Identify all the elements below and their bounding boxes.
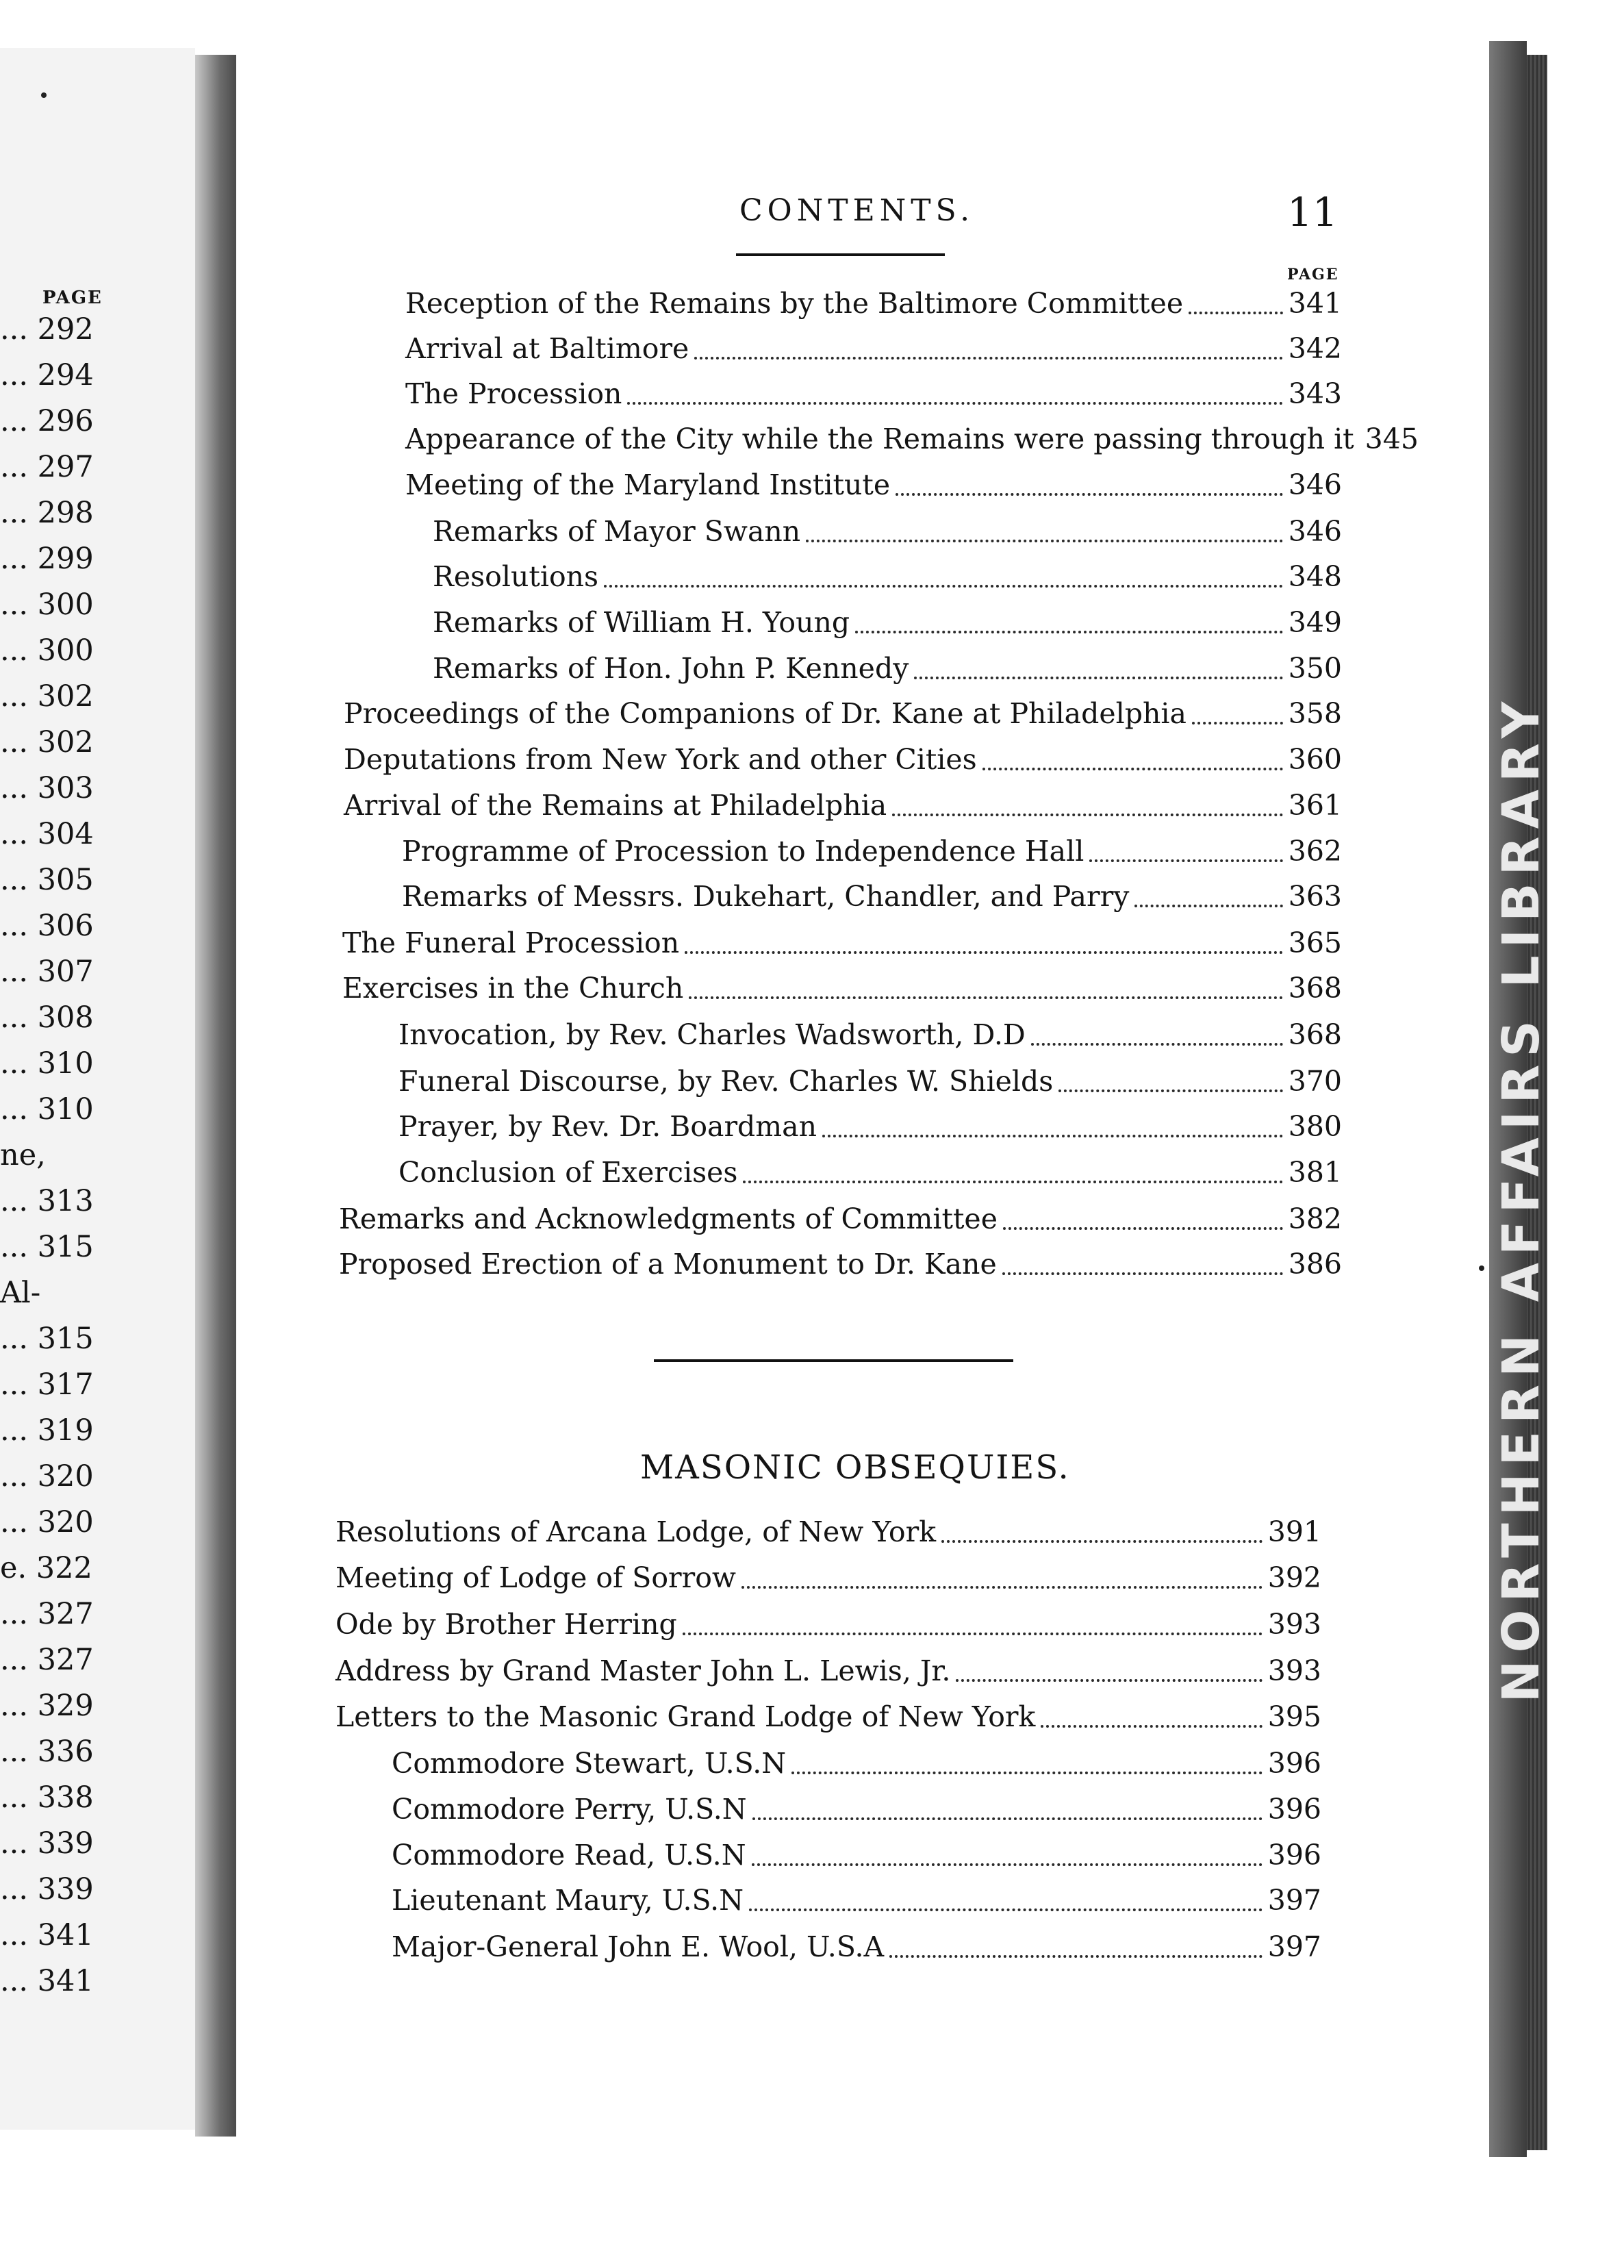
entry-title: Remarks and Acknowledgments of Committee: [339, 1202, 998, 1235]
left-page-entry: ... 306: [0, 909, 94, 943]
contents-entry: [405, 282, 1342, 325]
contents-entry: [392, 1742, 1321, 1785]
entry-page-number: 397: [1267, 1884, 1321, 1917]
entry-title: Lieutenant Maury, U.S.N: [392, 1884, 744, 1917]
entry-title: Arrival of the Remains at Philadelphia: [344, 789, 887, 822]
entry-title: Remarks of William H. Young: [433, 606, 850, 639]
entry-title: Conclusion of Exercises: [398, 1156, 738, 1189]
entry-title: Programme of Procession to Independence Hall: [402, 835, 1084, 868]
dot-leader: [752, 1863, 1263, 1866]
left-page-entries: [0, 307, 96, 2004]
left-page-entry: ... 339: [0, 1826, 94, 1861]
left-page-entry: ... 339: [0, 1872, 94, 1906]
left-page-entry: ... 319: [0, 1413, 94, 1448]
contents-entry: [405, 464, 1342, 506]
contents-entry: [339, 1243, 1342, 1285]
left-page-column-label: PAGE: [42, 288, 103, 308]
dot-leader: [604, 585, 1283, 588]
left-page-entry: ... 303: [0, 771, 94, 805]
dot-leader: [806, 540, 1283, 542]
contents-entry: [405, 373, 1342, 415]
page-column-label: PAGE: [1287, 266, 1339, 284]
entry-title: Commodore Read, U.S.N: [392, 1839, 746, 1872]
contents-entry: [398, 1105, 1342, 1148]
entry-page-number: 370: [1288, 1065, 1342, 1098]
entry-title: Meeting of Lodge of Sorrow: [335, 1561, 737, 1594]
left-page-entry: ... 315: [0, 1230, 94, 1264]
dot-leader: [1003, 1227, 1283, 1230]
left-page-entry: ... 341: [0, 1964, 94, 1998]
dot-leader: [743, 1181, 1282, 1183]
contents-entry: [342, 967, 1342, 1009]
left-page-entry: ... 341: [0, 1918, 94, 1952]
entry-title: Appearance of the City while the Remains were passing through it: [405, 423, 1354, 455]
dot-leader: [1058, 1089, 1282, 1092]
entry-title: Reception of the Remains by the Baltimore Committee: [405, 287, 1184, 320]
entry-page-number: 391: [1267, 1515, 1321, 1548]
entry-page-number: 362: [1288, 835, 1342, 868]
entry-title: Proposed Erection of a Monument to Dr. Kane: [339, 1248, 997, 1281]
section-heading: MASONIC OBSEQUIES.: [640, 1448, 1070, 1487]
left-page-entry: ... 320: [0, 1505, 94, 1539]
dot-leader: [1031, 1043, 1283, 1046]
left-page-entry: ... 307: [0, 955, 94, 989]
contents-entry: [335, 1603, 1321, 1646]
left-page-entry: ... 313: [0, 1184, 94, 1218]
left-page-entry: ... 329: [0, 1689, 94, 1723]
print-speck: [41, 92, 47, 98]
entry-page-number: 396: [1267, 1793, 1321, 1826]
entry-title: The Procession: [405, 377, 622, 410]
header-rule: [736, 253, 945, 256]
dot-leader: [956, 1679, 1262, 1682]
dot-leader: [1041, 1725, 1262, 1728]
contents-entry: [405, 327, 1342, 370]
section-divider: [654, 1359, 1013, 1362]
entry-page-number: 358: [1288, 697, 1342, 730]
dot-leader: [941, 1540, 1263, 1543]
print-speck: [1479, 1265, 1484, 1271]
left-page-entry: ... 302: [0, 725, 94, 759]
dot-leader: [683, 1633, 1263, 1635]
contents-entry: [392, 1926, 1321, 1968]
dot-leader: [822, 1135, 1283, 1137]
left-page-entry: ... 294: [0, 358, 94, 392]
dot-leader: [1192, 722, 1283, 724]
entry-title: Remarks of Mayor Swann: [433, 515, 801, 548]
dot-leader: [1189, 312, 1283, 314]
dot-leader: [791, 1772, 1263, 1774]
entry-title: Remarks of Hon. John P. Kennedy: [433, 652, 909, 685]
left-page-entry: e. 322: [0, 1551, 92, 1585]
entry-title: Resolutions of Arcana Lodge, of New York: [335, 1515, 937, 1548]
entry-page-number: 393: [1267, 1654, 1321, 1687]
entry-title: Invocation, by Rev. Charles Wadsworth, D.D: [398, 1018, 1026, 1051]
dot-leader: [685, 951, 1283, 954]
contents-entry: [335, 1511, 1321, 1553]
left-page-entry: ... 327: [0, 1597, 94, 1631]
entry-page-number: 365: [1288, 927, 1342, 959]
entry-page-number: 393: [1267, 1608, 1321, 1641]
dot-leader: [889, 1955, 1263, 1958]
dot-leader: [1002, 1272, 1283, 1275]
dot-leader: [1134, 905, 1282, 907]
contents-entry: [433, 601, 1342, 644]
left-page-entry: ... 317: [0, 1368, 94, 1402]
entry-page-number: 346: [1288, 515, 1342, 548]
dot-leader: [749, 1908, 1263, 1911]
entry-title: Prayer, by Rev. Dr. Boardman: [398, 1110, 817, 1143]
entry-page-number: 368: [1288, 972, 1342, 1005]
entry-page-number: 396: [1267, 1747, 1321, 1780]
dot-leader: [689, 996, 1282, 999]
entry-title: Address by Grand Master John L. Lewis, Jr.: [335, 1654, 951, 1687]
contents-entry: [392, 1788, 1321, 1830]
dot-leader: [982, 768, 1283, 770]
contents-entry: [392, 1879, 1321, 1922]
entry-page-number: 350: [1288, 652, 1342, 685]
entry-page-number: 349: [1288, 606, 1342, 639]
dot-leader: [741, 1586, 1263, 1589]
entry-title: Ode by Brother Herring: [335, 1608, 677, 1641]
left-page-entry: ... 310: [0, 1092, 94, 1126]
contents-entry: [335, 1696, 1321, 1738]
running-head: CONTENTS.: [739, 193, 975, 228]
entry-page-number: 396: [1267, 1839, 1321, 1872]
left-page-entry: ... 298: [0, 496, 94, 530]
entry-page-number: 361: [1288, 789, 1342, 822]
contents-entry: [335, 1557, 1321, 1599]
left-page-entry: ... 315: [0, 1322, 94, 1356]
entry-page-number: 348: [1288, 560, 1342, 593]
entry-page-number: 346: [1288, 468, 1342, 501]
contents-entry: [433, 555, 1342, 598]
entry-page-number: 380: [1288, 1110, 1342, 1143]
contents-entry: [398, 1060, 1342, 1102]
dot-leader: [627, 402, 1282, 405]
contents-entry: [398, 1151, 1342, 1194]
entry-title: Letters to the Masonic Grand Lodge of New York: [335, 1700, 1036, 1733]
entry-page-number: 360: [1288, 743, 1342, 776]
dot-leader: [752, 1817, 1263, 1820]
left-page-entry: ... 338: [0, 1780, 94, 1815]
left-page-entry: ... 300: [0, 633, 94, 668]
entry-title: Deputations from New York and other Cities: [344, 743, 977, 776]
left-page-entry: ... 299: [0, 542, 94, 576]
page-number: 11: [1287, 189, 1338, 236]
left-page-entry: ne,: [0, 1138, 46, 1172]
entry-title: The Funeral Procession: [342, 927, 680, 959]
contents-entry: [402, 875, 1342, 918]
entry-title: Exercises in the Church: [342, 972, 684, 1005]
left-page-entry: ... 300: [0, 588, 94, 622]
dot-leader: [855, 631, 1283, 633]
contents-entry: [344, 692, 1342, 735]
left-page-entry: ... 302: [0, 679, 94, 714]
entry-page-number: 342: [1288, 332, 1342, 365]
left-page-entry: ... 308: [0, 1000, 94, 1035]
entry-page-number: 395: [1267, 1700, 1321, 1733]
entry-page-number: 343: [1288, 377, 1342, 410]
entry-title: Meeting of the Maryland Institute: [405, 468, 891, 501]
left-page-entry: ... 320: [0, 1459, 94, 1494]
entry-page-number: 381: [1288, 1156, 1342, 1189]
left-page-entry: ... 296: [0, 404, 94, 438]
contents-entry: [344, 738, 1342, 781]
left-page-entry: ... 297: [0, 450, 94, 484]
contents-entry: [339, 1198, 1342, 1240]
left-page-fragment: [0, 48, 195, 2130]
left-page-entry: ... 292: [0, 312, 94, 346]
contents-entry: [433, 510, 1342, 553]
entry-title: Major-General John E. Wool, U.S.A: [392, 1930, 885, 1963]
left-page-entry: Al-: [0, 1276, 41, 1310]
left-page-entry: ... 336: [0, 1735, 94, 1769]
entry-page-number: 397: [1267, 1930, 1321, 1963]
left-page-entry: ... 327: [0, 1643, 94, 1677]
entry-title: Proceedings of the Companions of Dr. Kane at Philadelphia: [344, 697, 1187, 730]
contents-entry: [342, 922, 1342, 964]
entry-title: Commodore Perry, U.S.N: [392, 1793, 747, 1826]
entry-title: Arrival at Baltimore: [405, 332, 689, 365]
entry-page-number: 341: [1288, 287, 1342, 320]
entry-title: Remarks of Messrs. Dukehart, Chandler, and Parry: [402, 880, 1130, 913]
book-gutter: [195, 55, 236, 2137]
dot-leader: [694, 357, 1282, 360]
contents-entry: [392, 1834, 1321, 1876]
entry-page-number: 368: [1288, 1018, 1342, 1051]
contents-entry: [398, 1013, 1342, 1056]
entry-page-number: 392: [1267, 1561, 1321, 1594]
left-page-entry: ... 304: [0, 817, 94, 851]
entry-page-number: 386: [1288, 1248, 1342, 1281]
contents-entry: [402, 830, 1342, 872]
dot-leader: [896, 493, 1283, 496]
contents-entry: [344, 784, 1342, 827]
entry-title: Commodore Stewart, U.S.N: [392, 1747, 787, 1780]
entry-title: Resolutions: [433, 560, 599, 593]
entry-page-number: 382: [1288, 1202, 1342, 1235]
dot-leader: [892, 814, 1283, 816]
entry-page-number: 345: [1365, 423, 1419, 455]
spine-library-stamp: NORTHERN AFFAIRS LIBRARY: [1492, 694, 1551, 1703]
left-page-entry: ... 305: [0, 863, 94, 897]
entry-page-number: 363: [1288, 880, 1342, 913]
dot-leader: [914, 677, 1282, 679]
contents-entry: [433, 647, 1342, 690]
dot-leader: [1089, 859, 1282, 862]
contents-entry: [405, 418, 1419, 460]
contents-entry: [335, 1650, 1321, 1692]
left-page-entry: ... 310: [0, 1046, 94, 1081]
entry-title: Funeral Discourse, by Rev. Charles W. Shields: [398, 1065, 1054, 1098]
